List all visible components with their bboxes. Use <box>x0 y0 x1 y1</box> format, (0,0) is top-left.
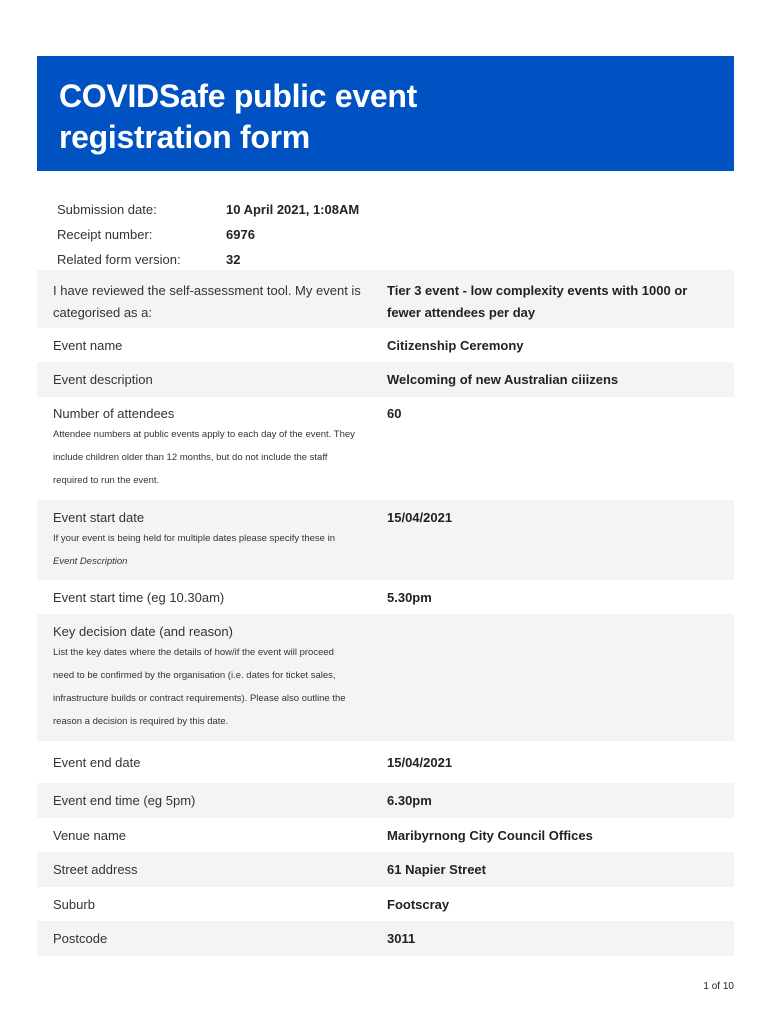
field-row-postcode <box>37 921 734 956</box>
submission-meta <box>57 197 717 272</box>
meta-row-submission-date <box>57 197 717 222</box>
meta-row-form-version <box>57 247 717 272</box>
help-text: Attendee numbers at public events apply to each day of the event. They <box>53 429 355 440</box>
meta-label: Submission date: <box>57 202 157 217</box>
page-title <box>59 76 712 158</box>
field-label-text: Event start date <box>53 510 145 525</box>
field-row-event-name <box>37 328 734 362</box>
field-label <box>53 623 387 741</box>
field-value-line: Tier 3 event - low complexity events with 1000 or <box>387 283 688 298</box>
field-label: Suburb <box>53 896 95 912</box>
help-text: need to be confirmed by the organisation (i.e. dates for ticket sales, <box>53 670 336 681</box>
meta-value: 6976 <box>226 227 255 242</box>
field-label <box>53 280 387 328</box>
field-label <box>53 405 387 500</box>
form-header <box>37 56 734 171</box>
field-value: 60 <box>387 406 402 421</box>
field-label: Venue name <box>53 827 127 843</box>
field-label: Event start time (eg 10.30am) <box>53 589 225 605</box>
field-row-key-decision <box>37 614 734 741</box>
field-row-venue <box>37 818 734 852</box>
field-row-end-time <box>37 783 734 818</box>
field-label-line: categorised as a: <box>53 305 153 320</box>
field-row-attendees <box>37 397 734 500</box>
field-row-suburb <box>37 887 734 921</box>
field-label: Event end date <box>53 754 141 770</box>
page-number: 1 of 10 <box>703 981 734 992</box>
field-value: Citizenship Ceremony <box>387 337 524 353</box>
help-text: reason a decision is required by this date. <box>53 716 229 727</box>
field-row-start-date <box>37 500 734 580</box>
field-value <box>387 623 718 741</box>
help-text: Event Description <box>53 556 128 567</box>
field-value: Maribyrnong City Council Offices <box>387 827 593 843</box>
field-row-category <box>37 270 734 328</box>
field-value: Footscray <box>387 896 450 912</box>
meta-row-receipt-number <box>57 222 717 247</box>
help-text: required to run the event. <box>53 475 160 486</box>
field-label: Event name <box>53 337 123 353</box>
field-label-text: Key decision date (and reason) <box>53 624 233 639</box>
title-line-1: COVIDSafe public event <box>59 78 417 114</box>
field-label-text: Number of attendees <box>53 406 175 421</box>
field-label: Postcode <box>53 931 108 946</box>
field-label: Event end time (eg 5pm) <box>53 793 196 808</box>
field-row-start-time <box>37 580 734 614</box>
field-value: 15/04/2021 <box>387 510 453 525</box>
field-value: 61 Napier Street <box>387 862 486 877</box>
field-value-line: fewer attendees per day <box>387 305 536 320</box>
field-row-street <box>37 852 734 887</box>
help-text: If your event is being held for multiple dates please specify these in <box>53 533 335 544</box>
field-label: Street address <box>53 862 138 877</box>
meta-value: 32 <box>226 252 241 267</box>
field-label-line: I have reviewed the self-assessment tool. My event is <box>53 283 361 298</box>
field-value: 3011 <box>387 931 416 946</box>
form-fields-table <box>37 270 734 956</box>
field-value: 6.30pm <box>387 793 432 808</box>
help-text: infrastructure builds or contract requirements). Please also outline the <box>53 693 346 704</box>
field-row-end-date <box>37 741 734 783</box>
title-line-2: registration form <box>59 119 310 155</box>
field-label: Event description <box>53 372 153 387</box>
field-label <box>53 509 387 580</box>
field-row-event-description <box>37 362 734 397</box>
help-text: include children older than 12 months, but do not include the staff <box>53 452 328 463</box>
field-value: 15/04/2021 <box>387 754 453 770</box>
meta-value: 10 April 2021, 1:08AM <box>226 202 360 217</box>
help-text: List the key dates where the details of how/if the event will proceed <box>53 647 334 658</box>
field-value: Welcoming of new Australian ciiizens <box>387 372 619 387</box>
field-value <box>387 280 718 328</box>
meta-label: Related form version: <box>57 252 181 267</box>
field-value: 5.30pm <box>387 589 432 605</box>
meta-label: Receipt number: <box>57 227 153 242</box>
